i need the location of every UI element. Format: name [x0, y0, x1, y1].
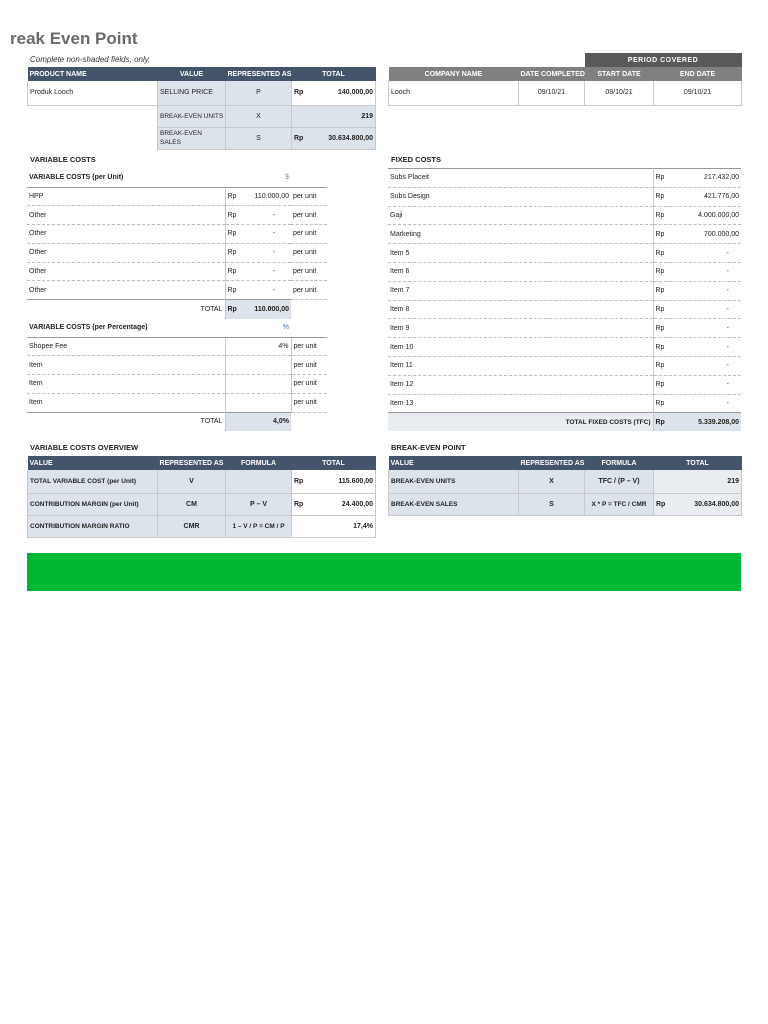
break-even-sales-cell — [292, 127, 376, 149]
list-item — [388, 281, 741, 300]
value-cell: BREAK-EVEN SALES — [389, 493, 519, 515]
list-item — [27, 243, 327, 262]
item-name[interactable]: Subs Design — [388, 187, 653, 206]
header-formula: FORMULA — [226, 456, 292, 470]
item-name[interactable]: Item 8 — [388, 300, 653, 319]
item-amount[interactable] — [225, 393, 291, 412]
table-row — [28, 493, 376, 515]
total-value: 219 — [654, 470, 742, 493]
table-row — [28, 515, 376, 537]
fixed-costs-heading: FIXED COSTS — [391, 155, 442, 164]
amount: - — [726, 362, 729, 370]
break-even-units-value: 219 — [292, 105, 376, 127]
rep-x: X — [226, 105, 292, 127]
list-item — [27, 281, 327, 300]
per-unit-total-cell — [225, 300, 291, 319]
total-value: 30.634.800,00 — [694, 500, 739, 508]
value-break-even-units: BREAK-EVEN UNITS — [158, 105, 226, 127]
unit-label: per unit — [291, 356, 327, 375]
item-name[interactable]: Item 10 — [388, 338, 653, 357]
value-cell: CONTRIBUTION MARGIN (per Unit) — [28, 493, 158, 515]
item-amount[interactable] — [653, 319, 741, 338]
item-name[interactable]: Item 7 — [388, 281, 653, 300]
header-formula: FORMULA — [585, 456, 654, 470]
list-item — [27, 187, 327, 206]
total-cell — [292, 493, 376, 515]
header-date-completed: DATE COMPLETED — [519, 67, 585, 81]
header-end-date: END DATE — [654, 67, 742, 81]
value-break-even-sales: BREAK-EVEN SALES — [158, 127, 226, 149]
list-item — [388, 169, 741, 188]
currency: Rp — [655, 287, 665, 295]
list-item — [27, 393, 327, 412]
amount: - — [272, 268, 275, 276]
break-even-point-table — [388, 456, 742, 516]
unit-label: per unit — [291, 337, 327, 356]
item-name[interactable]: Item 9 — [388, 319, 653, 338]
currency: Rp — [655, 343, 665, 351]
list-item — [388, 394, 741, 413]
item-name[interactable]: Subs Placeit — [388, 169, 653, 188]
currency: Rp — [655, 305, 665, 313]
item-amount[interactable] — [653, 338, 741, 357]
total-value: 115.600,00 — [338, 477, 373, 485]
currency: Rp — [655, 418, 665, 426]
item-amount[interactable] — [225, 356, 291, 375]
item-amount[interactable]: 4% — [225, 337, 291, 356]
per-percentage-label: VARIABLE COSTS (per Percentage) — [27, 318, 225, 337]
currency: Rp — [227, 211, 237, 219]
end-date-cell[interactable]: 09/10/21 — [654, 81, 742, 105]
formula-cell: 1 – V / P = CM / P — [226, 515, 292, 537]
fixed-costs-table — [388, 168, 741, 431]
company-table — [388, 53, 742, 106]
unit-label: per unit — [291, 262, 327, 281]
item-amount[interactable] — [653, 375, 741, 394]
list-item — [27, 375, 327, 394]
list-item — [388, 319, 741, 338]
unit-label: per unit — [291, 281, 327, 300]
amount: - — [726, 324, 729, 332]
per-unit-total-value: 110.000,00 — [254, 306, 289, 314]
currency: Rp — [227, 306, 237, 314]
currency: Rp — [655, 230, 665, 238]
unit-label: per unit — [291, 375, 327, 394]
list-item — [27, 206, 327, 225]
amount: 700.000,00 — [703, 230, 739, 238]
break-even-sales-value: 30.634.800,00 — [328, 134, 373, 142]
header-represented-as: REPRESENTED AS — [519, 456, 585, 470]
amount: - — [726, 343, 729, 351]
list-item — [388, 262, 741, 281]
per-percentage-total-label: TOTAL — [27, 412, 225, 431]
variable-costs-heading: VARIABLE COSTS — [30, 155, 96, 164]
total-cell — [654, 493, 742, 515]
break-even-point-heading: BREAK-EVEN POINT — [391, 443, 466, 452]
currency: Rp — [655, 381, 665, 389]
currency: Rp — [227, 192, 237, 200]
header-start-date: START DATE — [585, 67, 654, 81]
item-name[interactable]: Item 5 — [388, 244, 653, 263]
table-row — [389, 470, 742, 493]
list-item — [27, 356, 327, 375]
currency: Rp — [655, 268, 665, 276]
currency: Rp — [227, 268, 237, 276]
unit-label: per unit — [291, 187, 327, 206]
unit-label: per unit — [291, 393, 327, 412]
header-total: TOTAL — [292, 67, 376, 81]
item-name[interactable]: Item 12 — [388, 375, 653, 394]
table-row — [389, 493, 742, 515]
unit-label: per unit — [291, 225, 327, 244]
variable-costs-overview-table — [27, 456, 376, 538]
header-represented-as: REPRESENTED AS — [158, 456, 226, 470]
item-name[interactable]: Other — [27, 243, 225, 262]
item-amount[interactable] — [653, 169, 741, 188]
item-name[interactable]: Item 11 — [388, 356, 653, 375]
item-name[interactable]: Item — [27, 393, 225, 412]
amount: 217.432,00 — [703, 174, 739, 182]
amount: - — [726, 287, 729, 295]
item-amount[interactable] — [653, 244, 741, 263]
item-amount[interactable] — [653, 356, 741, 375]
item-amount[interactable] — [225, 187, 291, 206]
variable-costs-overview-heading: VARIABLE COSTS OVERVIEW — [30, 443, 139, 452]
variable-costs-per-unit-table — [27, 168, 327, 319]
header-value: VALUE — [28, 456, 158, 470]
rep-cell: X — [519, 470, 585, 493]
selling-price-cell[interactable] — [292, 81, 376, 105]
item-amount[interactable] — [653, 281, 741, 300]
value-selling-price: SELLING PRICE — [158, 81, 226, 105]
amount: 4.000.000,00 — [698, 211, 739, 219]
formula-cell: X * P = TFC / CMR — [585, 493, 654, 515]
amount: - — [272, 211, 275, 219]
per-percentage-total-value: 4,0% — [225, 412, 291, 431]
amount: 421.776,00 — [703, 193, 739, 201]
item-name[interactable]: Item 13 — [388, 394, 653, 413]
list-item — [388, 375, 741, 394]
value-cell: TOTAL VARIABLE COST (per Unit) — [28, 470, 158, 493]
green-banner — [27, 553, 741, 591]
value-cell: BREAK-EVEN UNITS — [389, 470, 519, 493]
item-name[interactable]: Item — [27, 375, 225, 394]
total-fixed-costs-cell — [653, 413, 741, 431]
item-name[interactable]: Marketing — [388, 225, 653, 244]
item-name[interactable]: Item — [27, 356, 225, 375]
amount: - — [726, 268, 729, 276]
list-item — [388, 206, 741, 225]
item-amount[interactable] — [225, 225, 291, 244]
start-date-cell[interactable]: 08/10/21 — [585, 81, 654, 105]
item-name[interactable]: Other — [27, 225, 225, 244]
item-amount[interactable] — [225, 262, 291, 281]
currency: Rp — [655, 211, 665, 219]
item-name[interactable]: Item 6 — [388, 262, 653, 281]
total-value: 17,4% — [292, 515, 376, 537]
item-name[interactable]: Gaji — [388, 206, 653, 225]
value-cell: CONTRIBUTION MARGIN RATIO — [28, 515, 158, 537]
list-item — [388, 187, 741, 206]
currency: Rp — [655, 324, 665, 332]
item-name[interactable]: Shopee Fee — [27, 337, 225, 356]
item-amount[interactable] — [225, 281, 291, 300]
header-represented-as: REPRESENTED AS — [226, 67, 292, 81]
unit-label: per unit — [291, 206, 327, 225]
item-amount[interactable] — [653, 206, 741, 225]
amount: - — [272, 286, 275, 294]
formula-cell: P – V — [226, 493, 292, 515]
per-unit-total-label: TOTAL — [27, 300, 225, 319]
amount: - — [272, 249, 275, 257]
period-covered-label: PERIOD COVERED — [585, 53, 742, 67]
currency: Rp — [294, 134, 304, 142]
currency: Rp — [655, 249, 665, 257]
company-name-cell[interactable]: Looch — [389, 81, 519, 105]
unit-label: per unit — [291, 243, 327, 262]
rep-p: P — [226, 81, 292, 105]
list-item — [27, 337, 327, 356]
header-company-name: COMPANY NAME — [389, 67, 519, 81]
item-amount[interactable] — [225, 243, 291, 262]
header-value: VALUE — [158, 67, 226, 81]
total-value: 24.400,00 — [341, 500, 373, 508]
currency: Rp — [227, 286, 237, 294]
currency: Rp — [655, 193, 665, 201]
amount: - — [726, 399, 729, 407]
table-row — [28, 470, 376, 493]
rep-cell: CMR — [158, 515, 226, 537]
amount: - — [726, 249, 729, 257]
currency: Rp — [294, 89, 304, 97]
list-item — [27, 225, 327, 244]
rep-cell: S — [519, 493, 585, 515]
instructions-text: Complete non-shaded fields, only. — [30, 55, 151, 64]
list-item — [388, 356, 741, 375]
item-name[interactable]: HPP — [27, 187, 225, 206]
amount: - — [726, 381, 729, 389]
variable-costs-percentage-table — [27, 318, 327, 431]
currency: Rp — [656, 500, 666, 508]
item-amount[interactable] — [653, 225, 741, 244]
rep-cell: V — [158, 470, 226, 493]
rep-s: S — [226, 127, 292, 149]
header-total: TOTAL — [292, 456, 376, 470]
product-table — [27, 67, 376, 150]
selling-price-value: 140.000,00 — [337, 89, 373, 97]
currency: Rp — [227, 230, 237, 238]
amount: - — [272, 230, 275, 238]
amount: 110.000,00 — [254, 192, 289, 200]
currency: Rp — [655, 174, 665, 182]
per-unit-label: VARIABLE COSTS (per Unit) — [27, 168, 225, 187]
item-amount[interactable] — [653, 394, 741, 413]
formula-cell: TFC / (P – V) — [585, 470, 654, 493]
item-amount[interactable] — [653, 187, 741, 206]
item-name[interactable]: Other — [27, 281, 225, 300]
item-amount[interactable] — [225, 375, 291, 394]
page-title: reak Even Point — [10, 29, 138, 48]
total-fixed-costs-label: TOTAL FIXED COSTS (TFC) — [388, 413, 653, 431]
list-item — [388, 244, 741, 263]
product-name-cell[interactable]: Produk Looch — [28, 81, 158, 105]
item-amount[interactable] — [225, 206, 291, 225]
dollar-symbol: $ — [225, 168, 291, 187]
total-cell — [292, 470, 376, 493]
list-item — [388, 300, 741, 319]
item-name[interactable]: Other — [27, 262, 225, 281]
formula-cell — [226, 470, 292, 493]
item-amount[interactable] — [653, 262, 741, 281]
header-value: VALUE — [389, 456, 519, 470]
header-product-name: PRODUCT NAME — [28, 67, 158, 81]
list-item — [388, 225, 741, 244]
currency: Rp — [227, 249, 237, 257]
date-completed-cell[interactable]: 09/10/21 — [519, 81, 585, 105]
total-fixed-costs-value: 5.339.208,00 — [698, 418, 739, 426]
item-name[interactable]: Other — [27, 206, 225, 225]
header-total: TOTAL — [654, 456, 742, 470]
percent-symbol: % — [225, 318, 291, 337]
amount: - — [726, 305, 729, 313]
list-item — [27, 262, 327, 281]
item-amount[interactable] — [653, 300, 741, 319]
currency: Rp — [655, 399, 665, 407]
list-item — [388, 338, 741, 357]
currency: Rp — [294, 500, 304, 508]
currency: Rp — [294, 477, 304, 485]
rep-cell: CM — [158, 493, 226, 515]
currency: Rp — [655, 362, 665, 370]
